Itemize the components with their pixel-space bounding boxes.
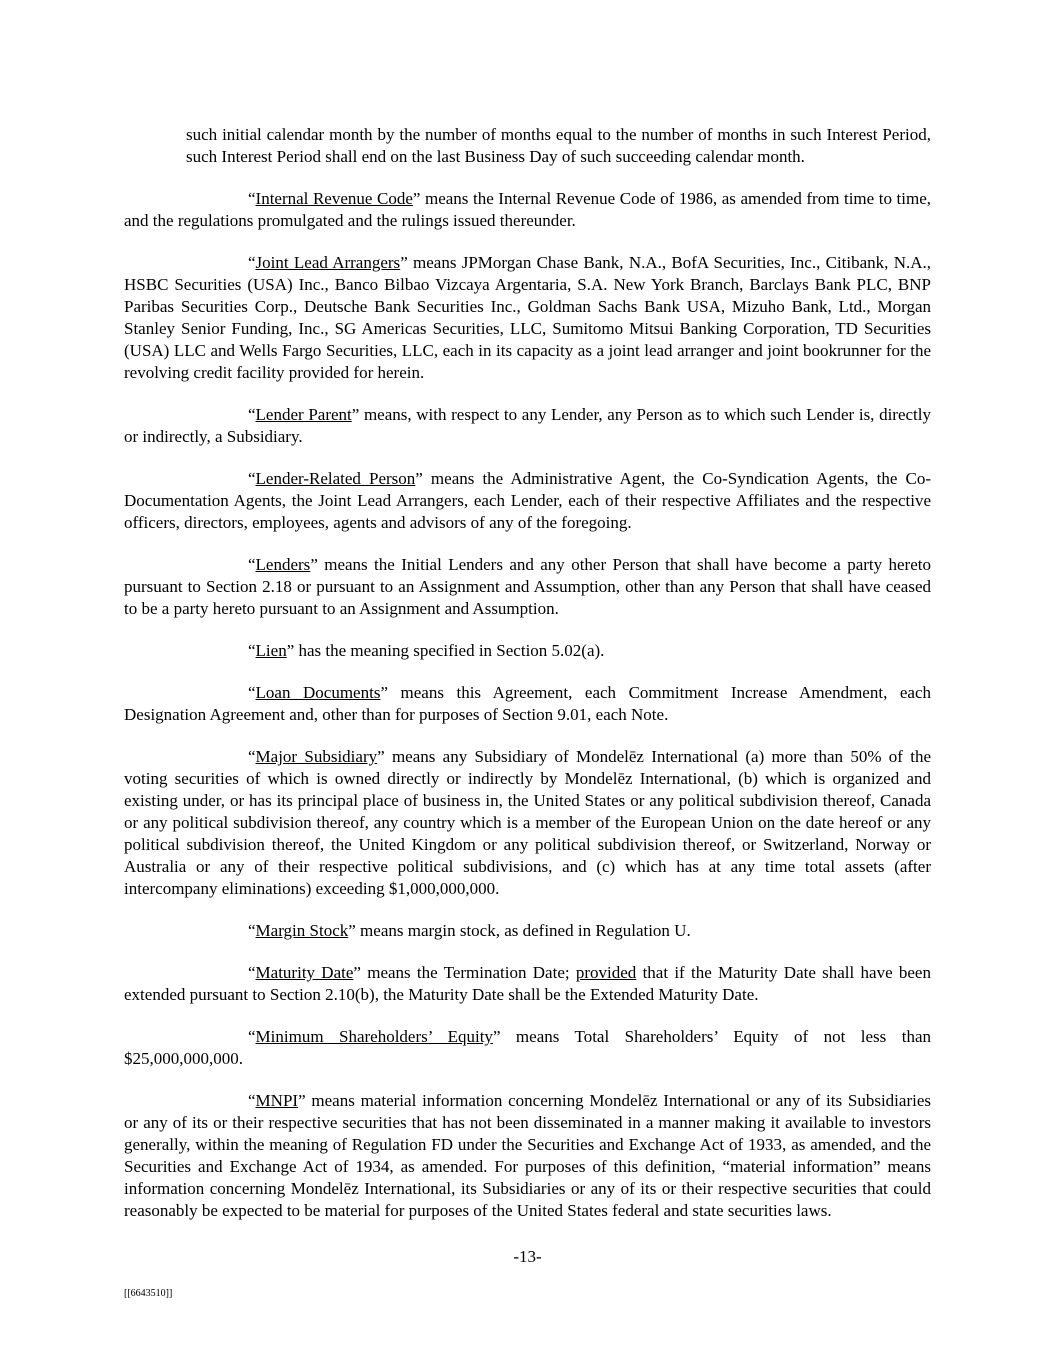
definition-text: ” means any Subsidiary of Mondelēz International (a) more than 50% of the voting securities of which is owned directly or indirectly by Mondelēz International, (b) which is organized and existing under, or has its principal place of business in, the United States or any political subdivision thereof, Canada or any political subdivision thereof, any country which is a member of the European Union on the date hereof or any political subdivision thereof, the United Kingdom or any political subdivision thereof, or Switzerland, Norway or Australia or any of their respective political subdivisions, and (c) which has at any time total assets (after intercompany eliminations) exceeding $1,000,000,000. (124, 747, 931, 898)
definition-text: ” means the Termination Date; (353, 963, 576, 982)
open-quote: “ (248, 747, 256, 766)
document-body (124, 124, 931, 1222)
page-number: -13- (513, 1247, 542, 1266)
open-quote: “ (248, 405, 256, 424)
definition-text-continued: that if the Maturity Date shall have been extended pursuant to Section 2.10(b), the Maturity Date shall be the Extended Maturity Date. (124, 963, 931, 1004)
definition-text: ” means JPMorgan Chase Bank, N.A., BofA Securities, Inc., Citibank, N.A., HSBC Securities (USA) Inc., Banco Bilbao Vizcaya Argentaria, S.A. New York Branch, Barclays Bank PLC, BNP Paribas Securities Corp., Deutsche Bank Securities Inc., Goldman Sachs Bank USA, Mizuho Bank, Ltd., Morgan Stanley Senior Funding, Inc., SG Americas Securities, LLC, Sumitomo Mitsui Banking Corporation, TD Securities (USA) LLC and Wells Fargo Securities, LLC, each in its capacity as a joint lead arranger and joint bookrunner for the revolving credit facility provided for herein. (124, 253, 931, 382)
proviso-term: provided (575, 963, 637, 982)
open-quote: “ (248, 963, 256, 982)
definition-text: ” has the meaning specified in Section 5.02(a). (286, 641, 605, 660)
definition-joint-lead-arrangers (124, 252, 931, 384)
definition-mnpi (124, 1090, 931, 1222)
open-quote: “ (248, 683, 256, 702)
definition-maturity-date (124, 962, 931, 1006)
definition-margin-stock (124, 920, 931, 942)
definition-internal-revenue-code (124, 188, 931, 232)
open-quote: “ (248, 921, 256, 940)
document-id: [[6643510]] (124, 1288, 173, 1299)
open-quote: “ (248, 1091, 256, 1110)
defined-term: MNPI (255, 1091, 299, 1110)
definition-lenders (124, 554, 931, 620)
defined-term: Lien (255, 641, 287, 660)
definition-major-subsidiary (124, 746, 931, 900)
interest-period-continuation (186, 124, 931, 168)
open-quote: “ (248, 1027, 256, 1046)
defined-term: Lender Parent (255, 405, 352, 424)
defined-term: Loan Documents (255, 683, 381, 702)
defined-term: Internal Revenue Code (255, 189, 413, 208)
defined-term: Maturity Date (255, 963, 354, 982)
open-quote: “ (248, 253, 256, 272)
definition-text: ” means the Administrative Agent, the Co-Syndication Agents, the Co-Documentation Agents, the Joint Lead Arrangers, each Lender, each of their respective Affiliates and the respective officers, directors, employees, agents and advisors of any of the foregoing. (124, 469, 931, 532)
definition-text: ” means the Internal Revenue Code of 1986, as amended from time to time, and the regulations promulgated and the rulings issued thereunder. (124, 189, 932, 230)
definition-lender-parent (124, 404, 931, 448)
definition-text: ” means margin stock, as defined in Regulation U. (348, 921, 691, 940)
definition-text: ” means this Agreement, each Commitment Increase Amendment, each Designation Agreement and, other than for purposes of Section 9.01, each Note. (124, 683, 931, 724)
definition-text: ” means the Initial Lenders and any other Person that shall have become a party hereto pursuant to Section 2.18 or pursuant to an Assignment and Assumption, other than any Person that shall have ceased to be a party hereto pursuant to an Assignment and Assumption. (124, 555, 931, 618)
defined-term: Lenders (255, 555, 311, 574)
definition-text: ” means Total Shareholders’ Equity of not less than $25,000,000,000. (124, 1027, 931, 1068)
paragraph-text: such initial calendar month by the number of months equal to the number of months in such Interest Period, such Interest Period shall end on the last Business Day of such succeeding calendar month. (186, 125, 931, 166)
definition-lien (124, 640, 931, 662)
defined-term: Joint Lead Arrangers (255, 253, 401, 272)
definition-minimum-shareholders-equity (124, 1026, 931, 1070)
defined-term: Major Subsidiary (255, 747, 378, 766)
open-quote: “ (248, 641, 256, 660)
definition-text: ” means, with respect to any Lender, any Person as to which such Lender is, directly or indirectly, a Subsidiary. (124, 405, 931, 446)
open-quote: “ (248, 555, 256, 574)
definition-text: ” means material information concerning Mondelēz International or any of its Subsidiaries or any of its or their respective securities that has not been disseminated in a manner making it available to investors generally, within the meaning of Regulation FD under the Securities and Exchange Act of 1933, as amended, and the Securities and Exchange Act of 1934, as amended. For purposes of this definition, “material information” means information concerning Mondelēz International, its Subsidiaries or any of its or their respective securities that could reasonably be expected to be material for purposes of the United States federal and state securities laws. (124, 1091, 931, 1220)
defined-term: Lender-Related Person (255, 469, 416, 488)
defined-term: Minimum Shareholders’ Equity (255, 1027, 493, 1046)
open-quote: “ (248, 189, 256, 208)
open-quote: “ (248, 469, 256, 488)
defined-term: Margin Stock (255, 921, 349, 940)
definition-loan-documents (124, 682, 931, 726)
definition-lender-related-person (124, 468, 931, 534)
